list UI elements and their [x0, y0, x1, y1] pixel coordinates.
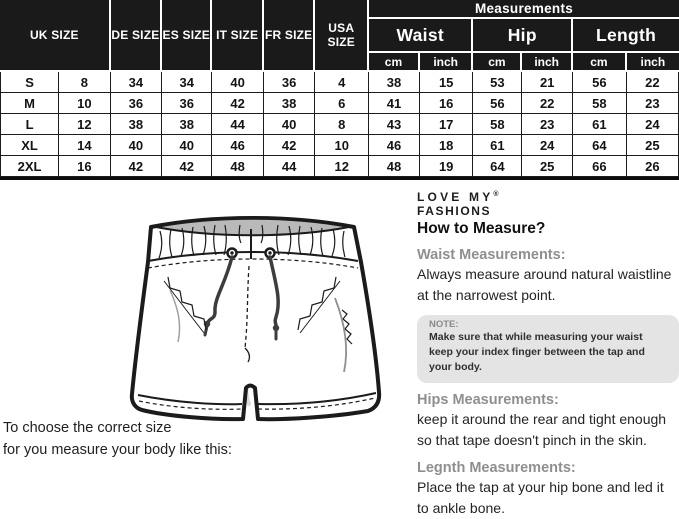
- table-cell-length_inch: 26: [627, 156, 679, 177]
- table-row: [0, 135, 679, 156]
- table-cell-length_inch: 23: [627, 93, 679, 114]
- table-cell-hip_cm: 64: [473, 156, 522, 177]
- table-cell-es: 36: [162, 93, 212, 114]
- table-cell-length_inch: 22: [627, 72, 679, 93]
- waist-section-body: Always measure around natural waistline at the narrowest point.: [417, 266, 672, 303]
- col-header-waist-inch: inch: [420, 53, 474, 72]
- table-row: [0, 93, 679, 114]
- col-header-length: Length: [573, 19, 679, 53]
- table-cell-de: 42: [111, 156, 163, 177]
- table-cell-fr: 42: [264, 135, 316, 156]
- table-cell-es: 34: [162, 72, 212, 93]
- col-header-uk-size: UK SIZE: [0, 0, 111, 72]
- table-cell-es: 38: [162, 114, 212, 135]
- table-cell-waist_cm: 41: [369, 93, 420, 114]
- col-header-hip-cm: cm: [473, 53, 522, 72]
- table-cell-waist_inch: 16: [420, 93, 474, 114]
- table-cell-uk: 8: [59, 72, 111, 93]
- table-cell-fr: 38: [264, 93, 316, 114]
- table-row: [0, 156, 679, 177]
- table-cell-it: 42: [212, 93, 264, 114]
- table-cell-size: XL: [0, 135, 59, 156]
- note-text: Make sure that while measuring your waist keep your index finger between the tap and your body.: [429, 331, 645, 374]
- table-cell-it: 40: [212, 72, 264, 93]
- col-header-it-size: IT SIZE: [212, 0, 264, 72]
- table-cell-hip_cm: 56: [473, 93, 522, 114]
- hips-section-body: keep it around the rear and tight enough so that tape doesn't pinch in the skin.: [417, 410, 667, 448]
- col-header-hip-inch: inch: [522, 53, 573, 72]
- table-cell-hip_cm: 58: [473, 114, 522, 135]
- table-cell-usa: 12: [315, 156, 369, 177]
- table-cell-hip_inch: 25: [522, 156, 573, 177]
- table-cell-de: 36: [111, 93, 163, 114]
- how-to-measure-title: How to Measure?: [417, 220, 546, 237]
- length-section-body: Place the tap at your hip bone and led it to ankle bone.: [417, 478, 664, 516]
- table-cell-size: M: [0, 93, 59, 114]
- table-cell-waist_cm: 48: [369, 156, 420, 177]
- table-cell-es: 42: [162, 156, 212, 177]
- note-label: NOTE:: [429, 319, 459, 330]
- table-cell-it: 46: [212, 135, 264, 156]
- table-cell-hip_cm: 53: [473, 72, 522, 93]
- table-cell-waist_inch: 15: [420, 72, 474, 93]
- brand-name-line2: FASHIONS: [417, 204, 492, 218]
- col-header-measurements: Measurements: [369, 0, 679, 19]
- choose-size-line2: for you measure your body like this:: [3, 441, 232, 458]
- table-cell-length_inch: 24: [627, 114, 679, 135]
- registered-mark: ®: [493, 191, 499, 198]
- table-cell-waist_inch: 17: [420, 114, 474, 135]
- measure-guide: [417, 190, 679, 519]
- table-cell-fr: 44: [264, 156, 316, 177]
- table-cell-uk: 10: [59, 93, 111, 114]
- table-cell-usa: 6: [315, 93, 369, 114]
- table-cell-size: S: [0, 72, 59, 93]
- col-header-usa-size: USA SIZE: [315, 0, 369, 72]
- size-table: [0, 0, 679, 180]
- table-cell-de: 34: [111, 72, 163, 93]
- table-cell-uk: 16: [59, 156, 111, 177]
- table-row: [0, 72, 679, 93]
- table-cell-de: 38: [111, 114, 163, 135]
- col-header-fr-size: FR SIZE: [264, 0, 316, 72]
- table-cell-length_cm: 61: [573, 114, 627, 135]
- col-header-length-cm: cm: [573, 53, 627, 72]
- table-cell-waist_cm: 43: [369, 114, 420, 135]
- waist-section-heading: Waist Measurements:: [417, 247, 566, 263]
- table-cell-uk: 12: [59, 114, 111, 135]
- table-cell-de: 40: [111, 135, 163, 156]
- table-cell-usa: 4: [315, 72, 369, 93]
- table-cell-length_cm: 58: [573, 93, 627, 114]
- table-cell-length_cm: 66: [573, 156, 627, 177]
- table-cell-usa: 10: [315, 135, 369, 156]
- table-cell-size: L: [0, 114, 59, 135]
- note-box: [417, 315, 679, 383]
- choose-size-line1: To choose the correct size: [3, 420, 172, 436]
- col-header-waist-cm: cm: [369, 53, 420, 72]
- table-cell-waist_cm: 46: [369, 135, 420, 156]
- col-header-es-size: ES SIZE: [162, 0, 212, 72]
- table-cell-fr: 40: [264, 114, 316, 135]
- size-table-body: [0, 72, 679, 177]
- table-cell-fr: 36: [264, 72, 316, 93]
- hips-section-heading: Hips Measurements:: [417, 391, 559, 408]
- table-row: [0, 114, 679, 135]
- table-cell-length_cm: 64: [573, 135, 627, 156]
- table-cell-it: 48: [212, 156, 264, 177]
- table-cell-usa: 8: [315, 114, 369, 135]
- table-cell-waist_cm: 38: [369, 72, 420, 93]
- col-header-length-inch: inch: [627, 53, 679, 72]
- col-header-waist: Waist: [369, 19, 473, 53]
- table-cell-uk: 14: [59, 135, 111, 156]
- table-cell-waist_inch: 18: [420, 135, 474, 156]
- table-cell-hip_inch: 24: [522, 135, 573, 156]
- table-cell-waist_inch: 19: [420, 156, 474, 177]
- table-cell-size: 2XL: [0, 156, 59, 177]
- table-cell-hip_inch: 23: [522, 114, 573, 135]
- table-cell-it: 44: [212, 114, 264, 135]
- shorts-illustration: [118, 200, 386, 432]
- table-cell-es: 40: [162, 135, 212, 156]
- table-cell-hip_inch: 22: [522, 93, 573, 114]
- table-cell-length_cm: 56: [573, 72, 627, 93]
- col-header-hip: Hip: [473, 19, 573, 53]
- choose-size-instruction: [3, 418, 232, 462]
- table-cell-hip_inch: 21: [522, 72, 573, 93]
- length-section-heading: Legnth Measurements:: [417, 459, 576, 476]
- brand-name-line1: LOVE MY®: [417, 190, 499, 204]
- brand-logo: [417, 190, 679, 218]
- col-header-de-size: DE SIZE: [111, 0, 163, 72]
- table-cell-hip_cm: 61: [473, 135, 522, 156]
- table-cell-length_inch: 25: [627, 135, 679, 156]
